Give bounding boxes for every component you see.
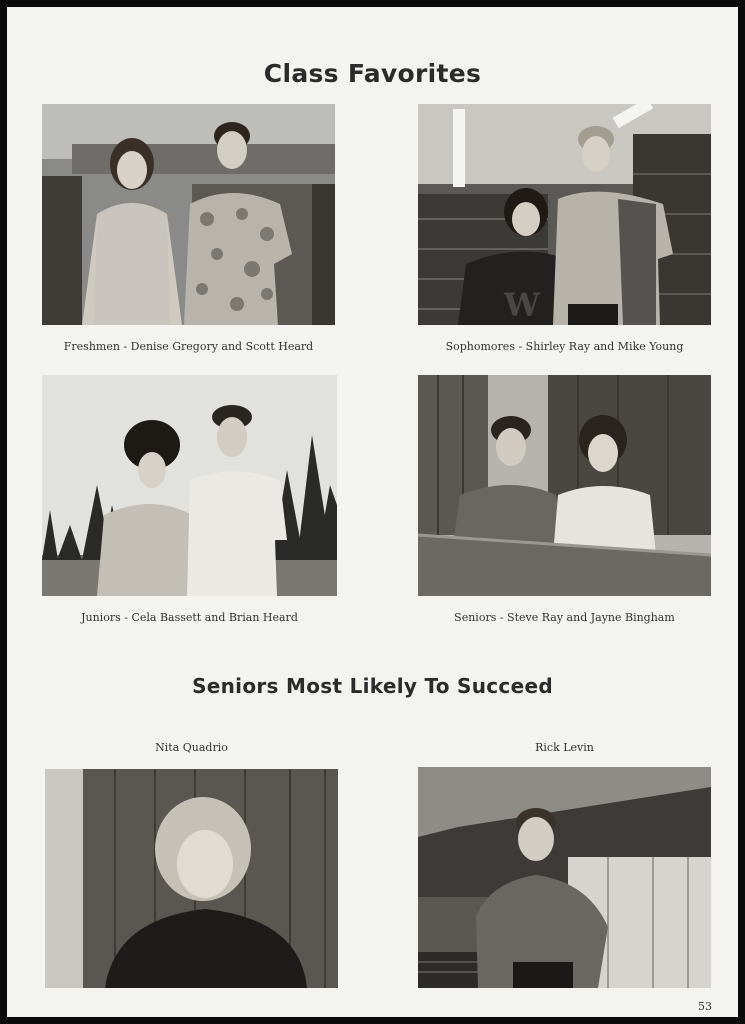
caption-seniors: Seniors - Steve Ray and Jayne Bingham xyxy=(454,611,675,624)
photo-nita-quadrio xyxy=(45,769,338,988)
yearbook-page xyxy=(7,7,738,1017)
page-number: 53 xyxy=(698,1000,712,1013)
photo-sophomores xyxy=(418,104,711,325)
photo-seniors xyxy=(418,375,711,596)
photo-freshmen xyxy=(42,104,335,325)
svg-text:W: W xyxy=(504,286,540,324)
caption-juniors: Juniors - Cela Bassett and Brian Heard xyxy=(81,611,298,624)
page-title: Class Favorites xyxy=(263,59,482,88)
photo-rick-levin xyxy=(418,767,711,988)
caption-sophomores: Sophomores - Shirley Ray and Mike Young xyxy=(445,340,684,353)
caption-freshmen: Freshmen - Denise Gregory and Scott Heard xyxy=(63,340,314,353)
section-title-most-likely: Seniors Most Likely To Succeed xyxy=(192,674,553,698)
name-rick: Rick Levin xyxy=(535,741,594,754)
photo-juniors xyxy=(42,375,337,596)
name-nita: Nita Quadrio xyxy=(155,741,228,754)
